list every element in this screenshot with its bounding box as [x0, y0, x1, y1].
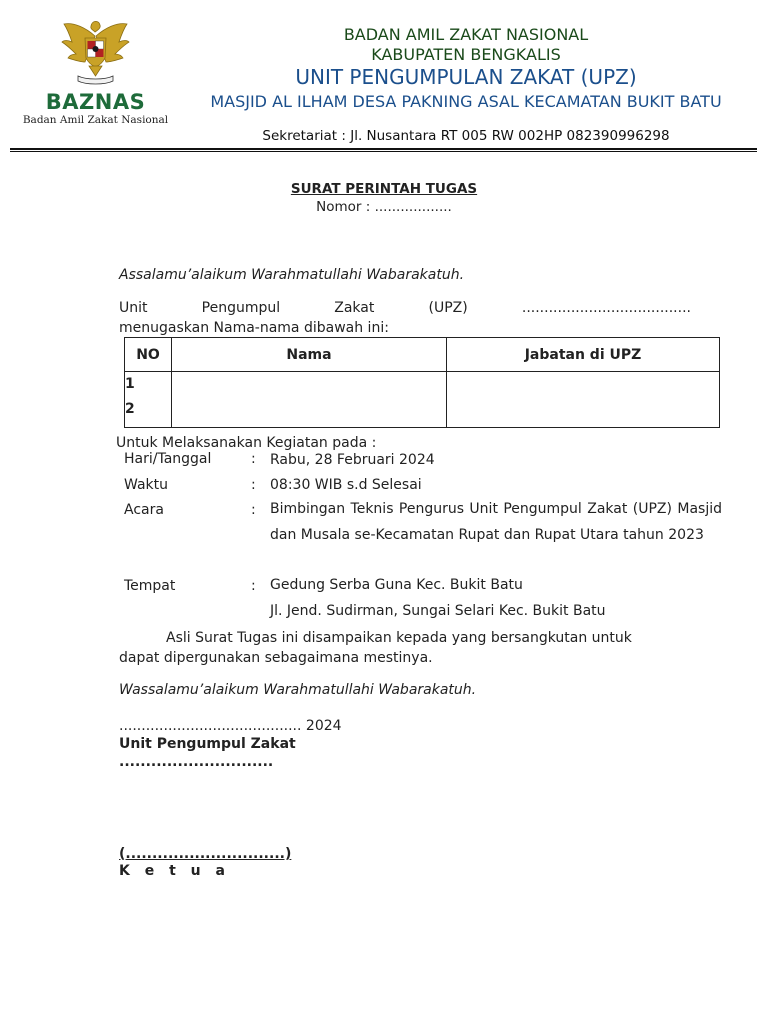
word: Unit	[119, 300, 148, 316]
column-header-nama: Nama	[172, 338, 447, 372]
detail-colon: :	[251, 502, 256, 518]
header-secretariat-line: Sekretariat : Jl. Nusantara RT 005 RW 002HP 082390996298	[262, 128, 670, 144]
word: Pengumpul	[201, 300, 281, 316]
activity-intro: Untuk Melaksanakan Kegiatan pada :	[116, 435, 377, 451]
detail-label: Waktu	[124, 477, 168, 493]
paragraph-assignment-line1	[119, 298, 691, 318]
word: Zakat	[334, 300, 375, 316]
signature-date: ......................................... 2024	[119, 718, 342, 734]
logo-tagline: Badan Amil Zakat Nasional	[22, 114, 169, 126]
header-region-line: KABUPATEN BENGKALIS	[371, 45, 561, 64]
detail-label: Acara	[124, 502, 164, 518]
signer-unit: Unit Pengumpul Zakat	[119, 736, 296, 752]
closing-paragraph-line1: Asli Surat Tugas ini disampaikan kepada yang bersangkutan untuk	[166, 630, 632, 646]
signer-unit-name-placeholder: .............................	[119, 754, 274, 770]
detail-value: 08:30 WIB s.d Selesai	[270, 477, 422, 493]
paragraph-assignment-line2: menugaskan Nama-nama dibawah ini:	[119, 320, 389, 336]
garuda-emblem-icon	[58, 18, 133, 90]
signature-title: K e t u a	[119, 863, 230, 879]
detail-colon: :	[251, 451, 256, 467]
header-org-line: BADAN AMIL ZAKAT NASIONAL	[343, 25, 589, 44]
row-number: 2	[125, 401, 135, 417]
letter-title: SURAT PERINTAH TUGAS	[290, 181, 478, 197]
signature-name-placeholder: (..............................)	[119, 846, 292, 862]
header-divider-thick	[10, 148, 757, 150]
detail-colon: :	[251, 477, 256, 493]
baznas-logo	[18, 18, 173, 130]
assignee-table	[124, 337, 720, 428]
greeting: Assalamu’alaikum Warahmatullahi Wabarakatuh.	[119, 267, 465, 283]
table-row	[125, 372, 720, 428]
word: ......................................	[521, 300, 691, 316]
jabatan-cell	[447, 372, 720, 428]
nama-cell	[172, 372, 447, 428]
detail-value: Bimbingan Teknis Pengurus Unit Pengumpul Zakat (UPZ) Masjid dan Musala se-Kecamatan Rupat dan Rupat Utara tahun 2023	[270, 501, 722, 543]
column-header-no: NO	[125, 338, 172, 372]
table-header-row	[125, 338, 720, 372]
detail-label: Hari/Tanggal	[124, 451, 212, 467]
detail-colon: :	[251, 578, 256, 594]
detail-value: Gedung Serba Guna Kec. Bukit Batu	[270, 577, 523, 593]
word: (UPZ)	[428, 300, 468, 316]
header-mosque-line: MASJID AL ILHAM DESA PAKNING ASAL KECAMATAN BUKIT BATU	[210, 92, 722, 111]
column-header-jabatan: Jabatan di UPZ	[447, 338, 720, 372]
header-divider-thin	[10, 151, 757, 152]
detail-label: Tempat	[124, 578, 176, 594]
farewell: Wassalamu’alaikum Warahmatullahi Wabarakatuh.	[119, 682, 477, 698]
row-numbers-cell	[125, 372, 172, 428]
logo-wordmark: BAZNAS	[45, 90, 146, 114]
closing-paragraph-line2: dapat dipergunakan sebagaimana mestinya.	[119, 650, 433, 666]
letter-number: Nomor : ..................	[316, 199, 452, 215]
detail-value-line2: Jl. Jend. Sudirman, Sungai Selari Kec. Bukit Batu	[270, 603, 606, 619]
detail-value: Rabu, 28 Februari 2024	[270, 452, 435, 468]
row-number: 1	[125, 376, 135, 392]
header-unit-line: UNIT PENGUMPULAN ZAKAT (UPZ)	[295, 65, 637, 89]
